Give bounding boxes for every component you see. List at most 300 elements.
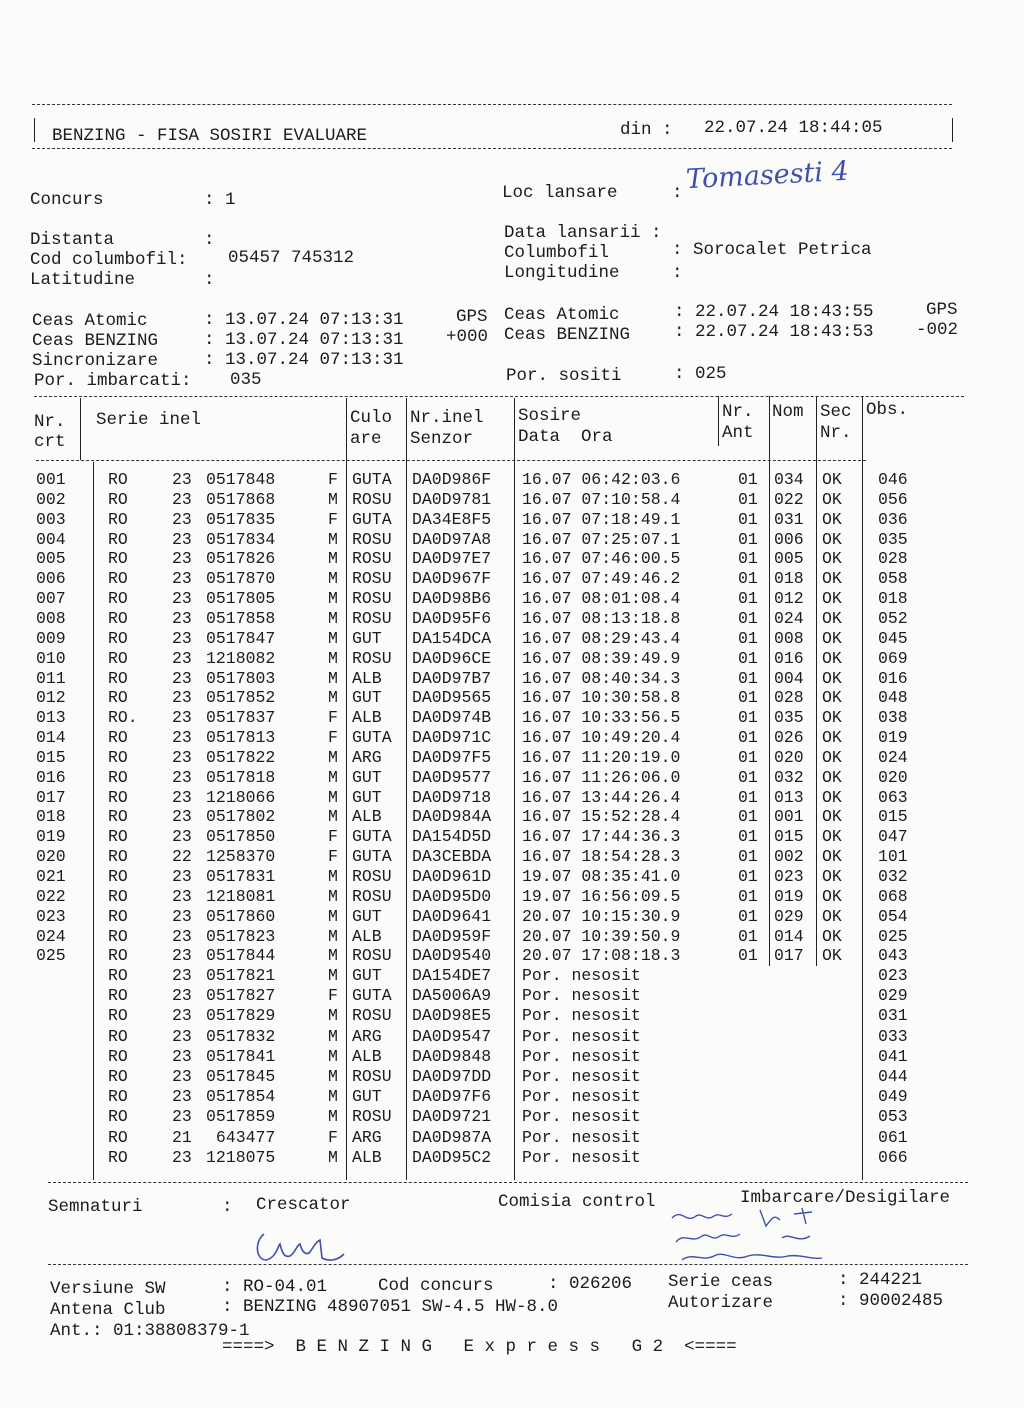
row-nom: 018	[774, 569, 804, 589]
table-row	[0, 807, 1024, 827]
latitudine-label: Latitudine	[30, 270, 136, 290]
distanta-label: Distanta	[30, 230, 115, 250]
row-sex: F	[328, 847, 338, 867]
row-country: RO	[108, 728, 128, 748]
row-sex: M	[328, 1087, 338, 1107]
row-country: RO	[108, 1107, 128, 1127]
row-obs: 068	[878, 886, 908, 906]
row-country: RO	[108, 1046, 128, 1066]
row-sensor: DA0D9540	[412, 946, 492, 966]
row-color: GUTA	[352, 728, 392, 748]
row-antenna: 01	[738, 470, 758, 489]
row-country: RO	[108, 628, 128, 648]
row-ring: 0517821	[206, 966, 276, 985]
table-row	[0, 1006, 1024, 1026]
col-header-nr-ant: Nr.	[722, 402, 754, 422]
row-sec: OK	[822, 807, 842, 827]
row-sensor: DA0D9721	[412, 1107, 492, 1127]
col-header-nr: Nr.	[34, 412, 66, 432]
row-color: ARG	[352, 747, 382, 767]
row-year: 23	[172, 668, 192, 688]
col-header-nom: Nom	[772, 402, 804, 422]
ceas-atomic-end-label: Ceas Atomic	[504, 305, 620, 325]
row-ring: 0517844	[206, 946, 276, 966]
row-sex: M	[328, 589, 338, 609]
row-ring: 0517848	[206, 470, 276, 489]
table-row	[0, 1107, 1024, 1127]
row-color: GUT	[352, 767, 382, 787]
row-ring: 0517854	[206, 1087, 276, 1107]
row-arrival: 20.07 10:15:30.9	[522, 906, 681, 926]
row-nr: 013	[36, 708, 66, 728]
row-nom: 026	[774, 728, 804, 748]
row-sec: OK	[822, 728, 842, 748]
row-obs: 023	[878, 966, 908, 985]
row-year: 23	[172, 688, 192, 708]
row-sensor: DA0D97F5	[412, 747, 492, 767]
row-nr: 005	[36, 549, 66, 569]
row-arrival: 16.07 15:52:28.4	[522, 807, 681, 827]
row-country: RO	[108, 509, 128, 529]
row-nom: 032	[774, 767, 804, 787]
row-sec: OK	[822, 509, 842, 529]
row-arrival: 20.07 17:08:18.3	[522, 946, 681, 966]
ceas-benzing-start-label: Ceas BENZING	[32, 331, 159, 351]
row-antenna: 01	[738, 569, 758, 589]
row-year: 23	[172, 1006, 192, 1026]
col-header-sosire: Sosire	[518, 406, 582, 426]
row-arrival: Por. nesosit	[522, 1147, 641, 1167]
latitudine-colon: :	[204, 270, 215, 290]
row-ring: 0517870	[206, 569, 276, 589]
row-arrival: 16.07 08:13:18.8	[522, 608, 681, 628]
row-nr: 001	[36, 470, 66, 489]
top-rule	[32, 104, 952, 105]
row-obs: 049	[878, 1087, 908, 1107]
row-nr: 014	[36, 728, 66, 748]
serie-ceas-label: Serie ceas	[668, 1272, 774, 1292]
row-sex: M	[328, 608, 338, 628]
table-row	[0, 549, 1024, 569]
row-sensor: DA0D97A8	[412, 529, 492, 549]
document-title: BENZING - FISA SOSIRI EVALUARE	[52, 126, 368, 146]
col-header-crt: crt	[34, 432, 66, 452]
row-sec: OK	[822, 847, 842, 867]
row-color: ROSU	[352, 589, 392, 609]
row-sex: M	[328, 807, 338, 827]
ceas-atomic-end-suffix: GPS	[926, 300, 958, 320]
row-sex: M	[328, 628, 338, 648]
row-year: 23	[172, 926, 192, 946]
table-bottom-rule	[48, 1182, 968, 1183]
table-row	[0, 927, 1024, 947]
row-color: ROSU	[352, 1107, 392, 1127]
col-sep-nrant-head	[718, 396, 719, 446]
semnaturi-label: Semnaturi	[48, 1197, 143, 1217]
row-obs: 047	[878, 827, 908, 847]
row-nom: 005	[774, 549, 804, 569]
col-header-data-ora: Data Ora	[518, 427, 613, 447]
serie-ceas-value: : 244221	[838, 1270, 923, 1290]
row-arrival: 16.07 13:44:26.4	[522, 787, 681, 807]
row-sensor: DA0D9718	[412, 787, 492, 807]
table-header-rule	[36, 460, 866, 461]
row-arrival: Por. nesosit	[522, 1046, 641, 1066]
col-header-ant: Ant	[722, 423, 754, 443]
row-year: 23	[172, 827, 192, 847]
col-header-culo: Culo	[350, 408, 393, 428]
loc-lansare-label: Loc lansare	[502, 183, 618, 203]
row-sex: M	[328, 767, 338, 787]
row-sec: OK	[822, 628, 842, 648]
row-ring: 0517826	[206, 549, 276, 569]
table-row	[0, 569, 1024, 589]
cod-columbofil-label: Cod columbofil:	[30, 250, 188, 270]
row-arrival: Por. nesosit	[522, 986, 641, 1006]
header-border-left	[34, 118, 35, 142]
row-sec: OK	[822, 827, 842, 847]
row-sensor: DA0D987A	[412, 1127, 492, 1147]
row-nr: 019	[36, 827, 66, 847]
ceas-benzing-start-suffix: +000	[446, 327, 489, 347]
row-sec: OK	[822, 608, 842, 628]
row-arrival: Por. nesosit	[522, 1087, 641, 1107]
row-color: GUT	[352, 906, 382, 926]
row-ring: 0517818	[206, 767, 276, 787]
row-country: RO	[108, 807, 128, 827]
row-sec: OK	[822, 767, 842, 787]
row-sec: OK	[822, 648, 842, 668]
row-sensor: DA0D95D0	[412, 886, 492, 906]
row-arrival: Por. nesosit	[522, 1127, 641, 1147]
row-country: RO	[108, 608, 128, 628]
col-header-nrinel: Nr.inel	[410, 408, 484, 428]
row-nom: 002	[774, 847, 804, 867]
row-sensor: DA0D97E7	[412, 549, 492, 569]
row-arrival: 16.07 07:10:58.4	[522, 489, 681, 509]
row-ring: 0517827	[206, 986, 276, 1006]
table-row	[0, 1067, 1024, 1087]
row-arrival: 19.07 16:56:09.5	[522, 886, 681, 906]
row-ring: 0517834	[206, 529, 276, 549]
row-sex: M	[328, 946, 338, 966]
ceas-benzing-end-value: : 22.07.24 18:43:53	[674, 322, 874, 342]
row-country: RO	[108, 906, 128, 926]
table-row	[0, 986, 1024, 1006]
row-obs: 024	[878, 747, 908, 767]
row-year: 23	[172, 886, 192, 906]
row-sec: OK	[822, 688, 842, 708]
row-country: RO	[108, 470, 128, 489]
row-obs: 069	[878, 648, 908, 668]
table-row	[0, 530, 1024, 550]
row-sex: M	[328, 648, 338, 668]
row-ring: 0517822	[206, 747, 276, 767]
table-row	[0, 708, 1024, 728]
row-obs: 032	[878, 867, 908, 886]
row-nom: 008	[774, 628, 804, 648]
row-color: ALB	[352, 807, 382, 827]
row-nr: 004	[36, 529, 66, 549]
row-arrival: 16.07 18:54:28.3	[522, 847, 681, 867]
row-antenna: 01	[738, 827, 758, 847]
porumbei-sositi-label: Por. sositi	[506, 366, 622, 386]
row-nr: 003	[36, 509, 66, 529]
row-nr: 006	[36, 569, 66, 589]
row-ring: 0517831	[206, 867, 276, 886]
row-sensor: DA0D9781	[412, 489, 492, 509]
cod-concurs-label: Cod concurs	[378, 1276, 494, 1296]
row-obs: 048	[878, 688, 908, 708]
row-antenna: 01	[738, 648, 758, 668]
table-row	[0, 748, 1024, 768]
row-ring: 0517823	[206, 926, 276, 946]
row-ring: 0517805	[206, 589, 276, 609]
row-year: 23	[172, 1107, 192, 1127]
row-obs: 046	[878, 470, 908, 489]
row-color: GUTA	[352, 509, 392, 529]
row-country: RO	[108, 569, 128, 589]
ceas-atomic-start-value: : 13.07.24 07:13:31	[204, 310, 404, 330]
date-label: din :	[620, 120, 673, 140]
row-color: ALB	[352, 926, 382, 946]
row-nom: 034	[774, 470, 804, 489]
row-obs: 052	[878, 608, 908, 628]
row-country: RO	[108, 1147, 128, 1167]
row-arrival: 16.07 11:20:19.0	[522, 747, 681, 767]
row-sensor: DA0D959F	[412, 926, 492, 946]
row-country: RO	[108, 489, 128, 509]
col-sep-nr	[80, 398, 81, 460]
row-sex: M	[328, 867, 338, 886]
row-country: RO	[108, 1006, 128, 1026]
row-sensor: DA0D98B6	[412, 589, 492, 609]
row-country: RO	[108, 648, 128, 668]
row-obs: 043	[878, 946, 908, 966]
date-value: 22.07.24 18:44:05	[704, 118, 883, 138]
row-nom: 028	[774, 688, 804, 708]
table-row	[0, 847, 1024, 867]
row-nr: 021	[36, 867, 66, 886]
row-year: 23	[172, 807, 192, 827]
row-color: ROSU	[352, 569, 392, 589]
row-sex: M	[328, 529, 338, 549]
row-sensor: DA0D95F6	[412, 608, 492, 628]
row-obs: 025	[878, 926, 908, 946]
col-header-senzor: Senzor	[410, 429, 474, 449]
row-nom: 029	[774, 906, 804, 926]
row-sex: M	[328, 1067, 338, 1086]
ceas-atomic-end-value: : 22.07.24 18:43:55	[674, 302, 874, 322]
row-color: ROSU	[352, 608, 392, 628]
columbofil-value: : Sorocalet Petrica	[672, 240, 872, 260]
col-header-sec-nr: Nr.	[820, 423, 852, 443]
row-sec: OK	[822, 747, 842, 767]
top-rule-2	[32, 148, 952, 149]
row-obs: 054	[878, 906, 908, 926]
row-nr: 020	[36, 847, 66, 867]
row-nom: 031	[774, 509, 804, 529]
row-country: RO	[108, 688, 128, 708]
longitudine-label: Longitudine	[504, 263, 620, 283]
row-color: ALB	[352, 708, 382, 728]
row-color: GUT	[352, 628, 382, 648]
row-arrival: 20.07 10:39:50.9	[522, 926, 681, 946]
row-nr: 016	[36, 767, 66, 787]
row-nom: 019	[774, 886, 804, 906]
row-year: 23	[172, 728, 192, 748]
row-country: RO	[108, 867, 128, 886]
row-year: 21	[172, 1127, 192, 1147]
row-sec: OK	[822, 886, 842, 906]
row-antenna: 01	[738, 767, 758, 787]
footer-rule	[48, 1264, 968, 1265]
row-nr: 023	[36, 906, 66, 926]
row-sec: OK	[822, 470, 842, 489]
row-nom: 017	[774, 946, 804, 966]
row-arrival: Por. nesosit	[522, 1067, 641, 1086]
row-year: 23	[172, 747, 192, 767]
comisia-signatures	[662, 1204, 842, 1276]
row-ring: 0517847	[206, 628, 276, 648]
row-antenna: 01	[738, 747, 758, 767]
row-country: RO	[108, 668, 128, 688]
row-ring: 643477	[206, 1127, 276, 1147]
table-row	[0, 510, 1024, 530]
table-row	[0, 867, 1024, 887]
row-color: GUTA	[352, 847, 392, 867]
table-row	[0, 827, 1024, 847]
concurs-value: : 1	[204, 190, 236, 210]
row-nom: 012	[774, 589, 804, 609]
table-row	[0, 1128, 1024, 1148]
row-sex: M	[328, 1046, 338, 1066]
row-sensor: DA0D984A	[412, 807, 492, 827]
row-sec: OK	[822, 906, 842, 926]
row-country: RO	[108, 827, 128, 847]
row-year: 23	[172, 708, 192, 728]
row-obs: 056	[878, 489, 908, 509]
row-obs: 101	[878, 847, 908, 867]
ceas-benzing-start-value: : 13.07.24 07:13:31	[204, 330, 404, 350]
loc-lansare-colon: :	[672, 183, 683, 203]
row-sensor: DA0D967F	[412, 569, 492, 589]
row-sex: M	[328, 1006, 338, 1026]
row-color: ALB	[352, 668, 382, 688]
table-row	[0, 907, 1024, 927]
row-color: GUT	[352, 1087, 382, 1107]
row-obs: 061	[878, 1127, 908, 1147]
row-nr: 015	[36, 747, 66, 767]
table-row	[0, 629, 1024, 649]
row-antenna: 01	[738, 807, 758, 827]
row-year: 23	[172, 1046, 192, 1066]
table-row	[0, 887, 1024, 907]
crescator-signature	[250, 1222, 350, 1270]
table-row	[0, 728, 1024, 748]
table-row	[0, 1047, 1024, 1067]
row-obs: 016	[878, 668, 908, 688]
row-nom: 024	[774, 608, 804, 628]
row-obs: 038	[878, 708, 908, 728]
row-obs: 020	[878, 767, 908, 787]
col-header-sec: Sec	[820, 402, 852, 422]
row-color: GUT	[352, 688, 382, 708]
row-sex: M	[328, 906, 338, 926]
row-year: 23	[172, 589, 192, 609]
row-sensor: DA0D96CE	[412, 648, 492, 668]
row-sensor: DA0D95C2	[412, 1147, 492, 1167]
row-year: 23	[172, 986, 192, 1006]
row-ring: 1218081	[206, 886, 276, 906]
row-sec: OK	[822, 787, 842, 807]
row-obs: 036	[878, 509, 908, 529]
row-sensor: DA0D97F6	[412, 1087, 492, 1107]
autorizare-value: : 90002485	[838, 1291, 944, 1311]
row-country: RO	[108, 787, 128, 807]
row-color: ROSU	[352, 549, 392, 569]
row-obs: 028	[878, 549, 908, 569]
row-ring: 0517803	[206, 668, 276, 688]
row-year: 23	[172, 946, 192, 966]
row-arrival: 16.07 10:33:56.5	[522, 708, 681, 728]
crescator-label: Crescator	[256, 1195, 351, 1215]
row-country: RO	[108, 1087, 128, 1107]
distanta-colon: :	[204, 230, 215, 250]
row-obs: 035	[878, 529, 908, 549]
row-obs: 041	[878, 1046, 908, 1066]
row-sec: OK	[822, 708, 842, 728]
porumbei-imbarcati-label: Por. imbarcati:	[34, 371, 192, 391]
concurs-label: Concurs	[30, 190, 104, 210]
row-year: 22	[172, 847, 192, 867]
row-sensor: DA3CEBDA	[412, 847, 492, 867]
row-sensor: DA0D9565	[412, 688, 492, 708]
col-header-are: are	[350, 429, 382, 449]
row-year: 23	[172, 767, 192, 787]
row-country: RO	[108, 1127, 128, 1147]
table-row	[0, 966, 1024, 986]
row-antenna: 01	[738, 847, 758, 867]
row-obs: 066	[878, 1147, 908, 1167]
imbarcare-desigilare-label: Imbarcare/Desigilare	[740, 1188, 951, 1208]
row-nom: 022	[774, 489, 804, 509]
row-year: 23	[172, 906, 192, 926]
row-nr: 002	[36, 489, 66, 509]
row-country: RO	[108, 747, 128, 767]
row-sensor: DA154DE7	[412, 966, 492, 985]
row-ring: 0517850	[206, 827, 276, 847]
row-ring: 0517859	[206, 1107, 276, 1127]
row-antenna: 01	[738, 926, 758, 946]
row-ring: 0517841	[206, 1046, 276, 1066]
row-color: ALB	[352, 1147, 382, 1167]
row-arrival: Por. nesosit	[522, 1006, 641, 1026]
row-nr: 018	[36, 807, 66, 827]
row-year: 23	[172, 489, 192, 509]
row-color: ROSU	[352, 886, 392, 906]
row-sex: F	[328, 470, 338, 489]
row-sensor: DA0D974B	[412, 708, 492, 728]
row-antenna: 01	[738, 628, 758, 648]
row-sec: OK	[822, 926, 842, 946]
row-color: GUTA	[352, 986, 392, 1006]
row-antenna: 01	[738, 688, 758, 708]
row-arrival: 16.07 10:49:20.4	[522, 728, 681, 748]
row-antenna: 01	[738, 867, 758, 886]
table-row	[0, 1087, 1024, 1107]
row-ring: 1218075	[206, 1147, 276, 1167]
